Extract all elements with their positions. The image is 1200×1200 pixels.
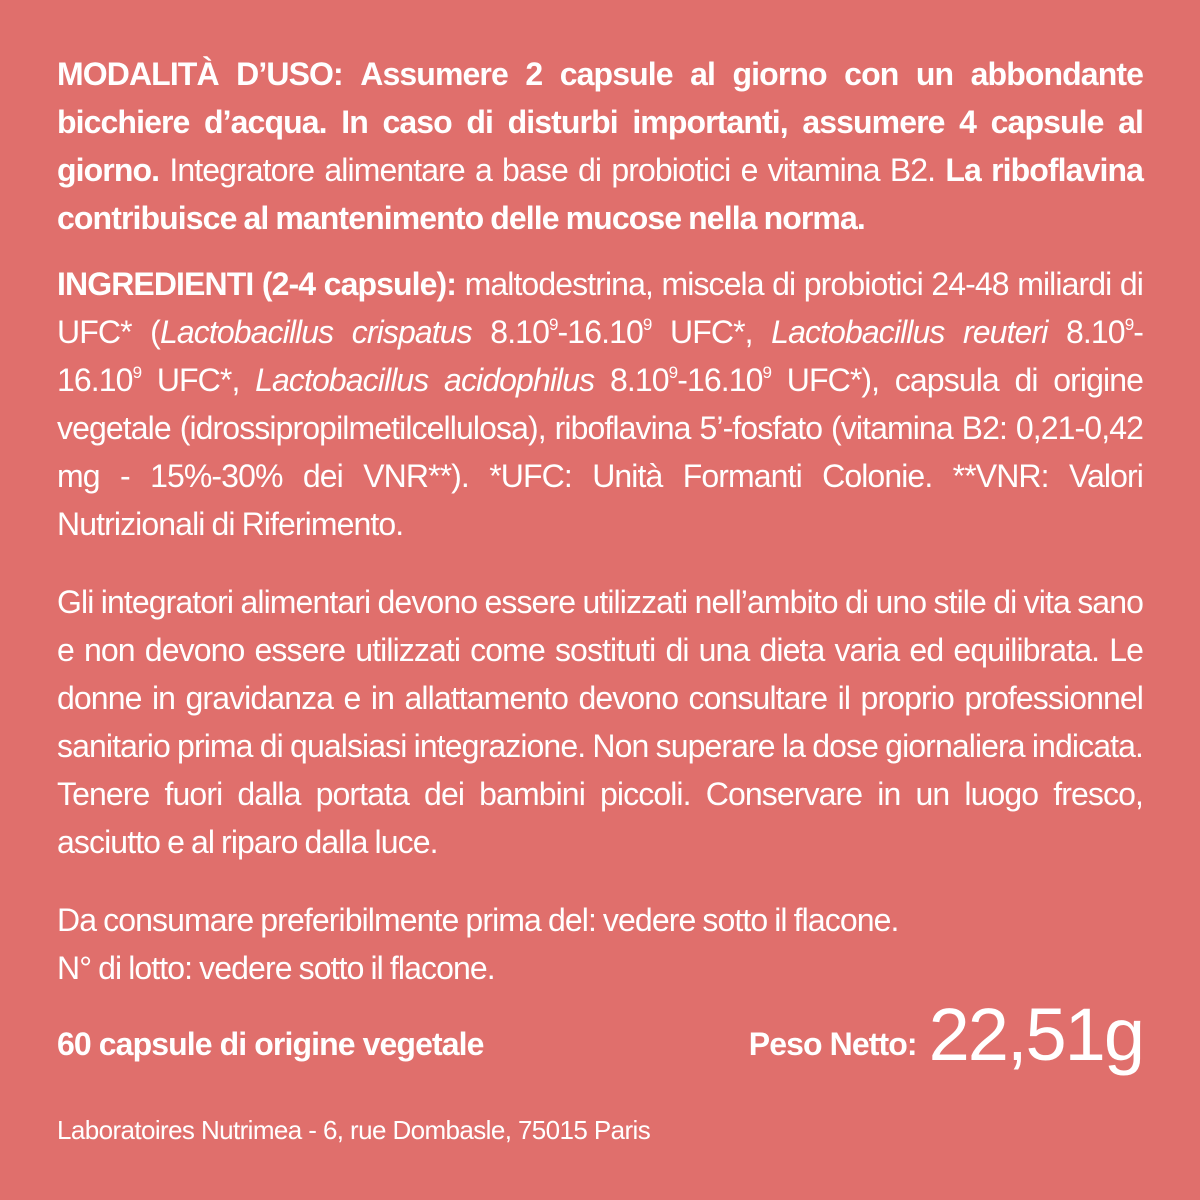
- warnings-paragraph: Gli integratori alimentari devono essere utilizzati nell’ambito di uno stile di vita sano e non devono essere utilizzati come sostituti di una dieta varia ed equilibrata. Le donne in gravidanza e in allattamento devono consultare il proprio professionnel sanitario prima di qualsiasi integrazione. Non superare la dose giornaliera indicata. Tenere fuori dalla portata dei bambini piccoli. Conservare in un luogo fresco, asciutto e al riparo dalla luce.: [57, 584, 1143, 860]
- expiry-text: Da consumare preferibilmente prima del: vedere sotto il flacone.: [57, 902, 899, 938]
- strain-acidophilus: Lactobacillus acidophilus: [255, 362, 595, 398]
- bottom-row: [57, 995, 1143, 1075]
- usage-description: Integratore alimentare a base di probiotici e vitamina B2.: [169, 152, 936, 188]
- ingredients-intro: maltodestrina, miscela di probiotici 24-48 miliardi di UFC* (: [57, 266, 1143, 350]
- usage-instruction: Assumere 2 capsule al giorno con un abbondante bicchiere d’acqua. In caso di disturbi importanti, assumere 4 capsule al giorno.: [57, 56, 1143, 188]
- usage-claim: La riboflavina contribuisce al mantenimento delle mucose nella norma.: [57, 152, 1144, 236]
- usage-heading: MODALITÀ D’USO:: [57, 56, 343, 92]
- dose-reuteri: 8.10$^9$-16.10$^9$ UFC*,: [57, 314, 1144, 398]
- capsule-count: 60 capsule di origine vegetale: [57, 1026, 484, 1062]
- exponent: 9: [762, 363, 772, 382]
- usage-paragraph: [57, 50, 1143, 242]
- dose-acidophilus-and-rest: 8.10$^9$-16.10$^9$ UFC*), capsula di origine vegetale (idrossipropilmetilcellulosa), riboflavina 5’-fosfato (vitamina B2: 0,21-0,42 mg - 15%-30% dei VNR**). *UFC: Unità Formanti Colonie. **VNR: Valori Nutrizionali di Riferimento.: [57, 362, 1143, 542]
- lot-text: N° di lotto: vedere sotto il flacone.: [57, 950, 495, 986]
- exponent: 9: [548, 315, 558, 334]
- exponent: 9: [642, 315, 652, 334]
- exponent: 9: [132, 363, 142, 382]
- ingredients-heading: INGREDIENTI (2-4 capsule):: [57, 266, 457, 302]
- net-weight-label: Peso Netto:: [748, 1026, 917, 1062]
- manufacturer-address: Laboratoires Nutrimea - 6, rue Dombasle, 75015 Paris: [57, 1115, 651, 1145]
- dose-crispatus: 8.10$^9$-16.10$^9$ UFC*,: [490, 314, 772, 350]
- strain-crispatus: Lactobacillus crispatus: [159, 314, 472, 350]
- exponent: 9: [668, 363, 678, 382]
- strain-reuteri: Lactobacillus reuteri: [771, 314, 1048, 350]
- net-weight: [749, 995, 1143, 1075]
- exponent: 9: [1124, 315, 1134, 334]
- net-weight-value: 22,51g: [928, 993, 1143, 1076]
- ingredients-paragraph: [57, 260, 1143, 548]
